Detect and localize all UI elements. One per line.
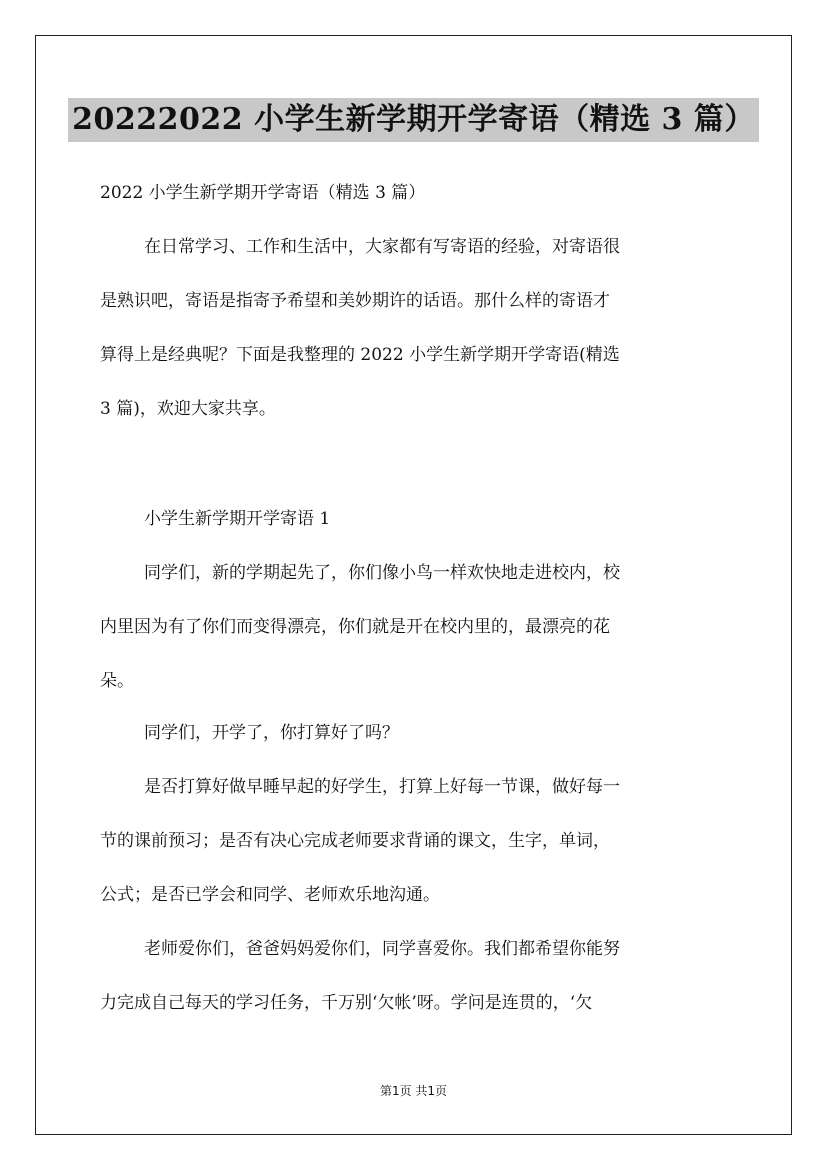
paragraph-1 [100, 546, 730, 708]
document-title: 20222022 小学生新学期开学寄语（精选 3 篇） [68, 98, 759, 142]
title-container [0, 98, 827, 142]
paragraph-3 [100, 760, 730, 922]
text-line: 算得上是经典呢？下面是我整理的 2022 小学生新学期开学寄语(精选 [100, 345, 620, 365]
paragraph-4 [100, 922, 730, 1030]
text-line: 同学们，新的学期起先了，你们像小鸟一样欢快地走进校内，校 [144, 563, 620, 583]
text-line: 同学们，开学了，你打算好了吗？ [144, 723, 399, 743]
text-line: 公式；是否已学会和同学、老师欢乐地沟通。 [100, 885, 440, 905]
page-number: 第1页 共1页 [379, 1084, 448, 1098]
text-line: 老师爱你们，爸爸妈妈爱你们，同学喜爱你。我们都希望你能努 [144, 939, 620, 959]
paragraph-2 [100, 706, 730, 760]
text-line: 内里因为有了你们而变得漂亮，你们就是开在校内里的，最漂亮的花 [100, 617, 610, 637]
subtitle: 2022 小学生新学期开学寄语（精选 3 篇） [100, 183, 426, 203]
section-heading: 小学生新学期开学寄语 1 [144, 509, 331, 529]
text-line: 3 篇)，欢迎大家共享。 [100, 399, 276, 419]
text-line: 是熟识吧，寄语是指寄予希望和美妙期许的话语。那什么样的寄语才 [100, 291, 610, 311]
text-line: 朵。 [100, 671, 134, 691]
text-line: 是否打算好做早睡早起的好学生，打算上好每一节课，做好每一 [144, 777, 620, 797]
text-line: 在日常学习、工作和生活中，大家都有写寄语的经验，对寄语很 [144, 237, 620, 257]
intro-paragraph [100, 220, 730, 436]
text-line: 节的课前预习；是否有决心完成老师要求背诵的课文，生字，单词， [100, 831, 610, 851]
text-line: 力完成自己每天的学习任务，千万别‘欠帐’呀。学问是连贯的，‘欠 [100, 993, 593, 1013]
